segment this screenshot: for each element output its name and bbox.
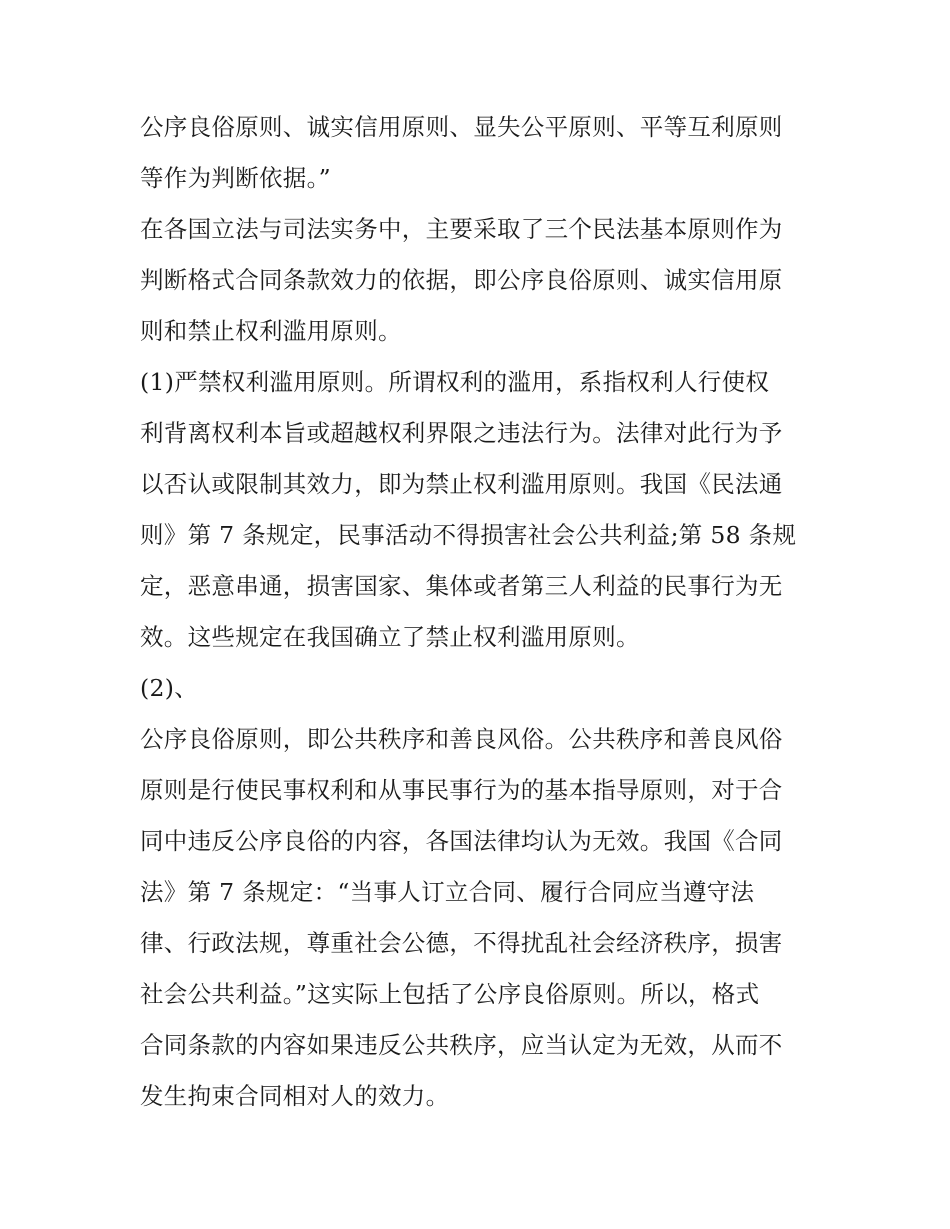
text-line: 发生拘束合同相对人的效力。 bbox=[140, 1082, 450, 1110]
text-line: (2)、 bbox=[140, 674, 198, 702]
text-line: 同中违反公序良俗的内容，各国法律均认为无效。我国《合同 bbox=[140, 827, 783, 855]
text-line: 公序良俗原则、诚实信用原则、显失公平原则、平等互利原则 bbox=[140, 113, 783, 141]
text-line: 定，恶意串通，损害国家、集体或者第三人利益的民事行为无 bbox=[140, 572, 783, 600]
text-line: 效。这些规定在我国确立了禁止权利滥用原则。 bbox=[140, 623, 640, 651]
text-line: 在各国立法与司法实务中，主要采取了三个民法基本原则作为 bbox=[140, 215, 783, 243]
text-line: 以否认或限制其效力，即为禁止权利滥用原则。我国《民法通 bbox=[140, 470, 783, 498]
text-line: 公序良俗原则，即公共秩序和善良风俗。公共秩序和善良风俗 bbox=[140, 725, 783, 753]
text-line: 判断格式合同条款效力的依据，即公序良俗原则、诚实信用原 bbox=[140, 266, 783, 294]
text-line: 法》第 7 条规定：“当事人订立合同、履行合同应当遵守法 bbox=[140, 878, 755, 906]
text-line: 律、行政法规，尊重社会公德，不得扰乱社会经济秩序，损害 bbox=[140, 929, 783, 957]
text-line: 则和禁止权利滥用原则。 bbox=[140, 317, 402, 345]
text-line: 社会公共利益。”这实际上包括了公序良俗原则。所以，格式 bbox=[140, 980, 760, 1008]
document-body bbox=[140, 102, 820, 1122]
text-line: (1)严禁权利滥用原则。所谓权利的滥用，系指权利人行使权 bbox=[140, 368, 770, 396]
text-line: 原则是行使民事权利和从事民事行为的基本指导原则，对于合 bbox=[140, 776, 783, 804]
text-line: 等作为判断依据。” bbox=[140, 164, 331, 192]
text-line: 则》第 7 条规定，民事活动不得损害社会公共利益;第 58 条规 bbox=[140, 521, 797, 549]
text-line: 合同条款的内容如果违反公共秩序，应当认定为无效，从而不 bbox=[140, 1031, 783, 1059]
text-line: 利背离权利本旨或超越权利界限之违法行为。法律对此行为予 bbox=[140, 419, 783, 447]
